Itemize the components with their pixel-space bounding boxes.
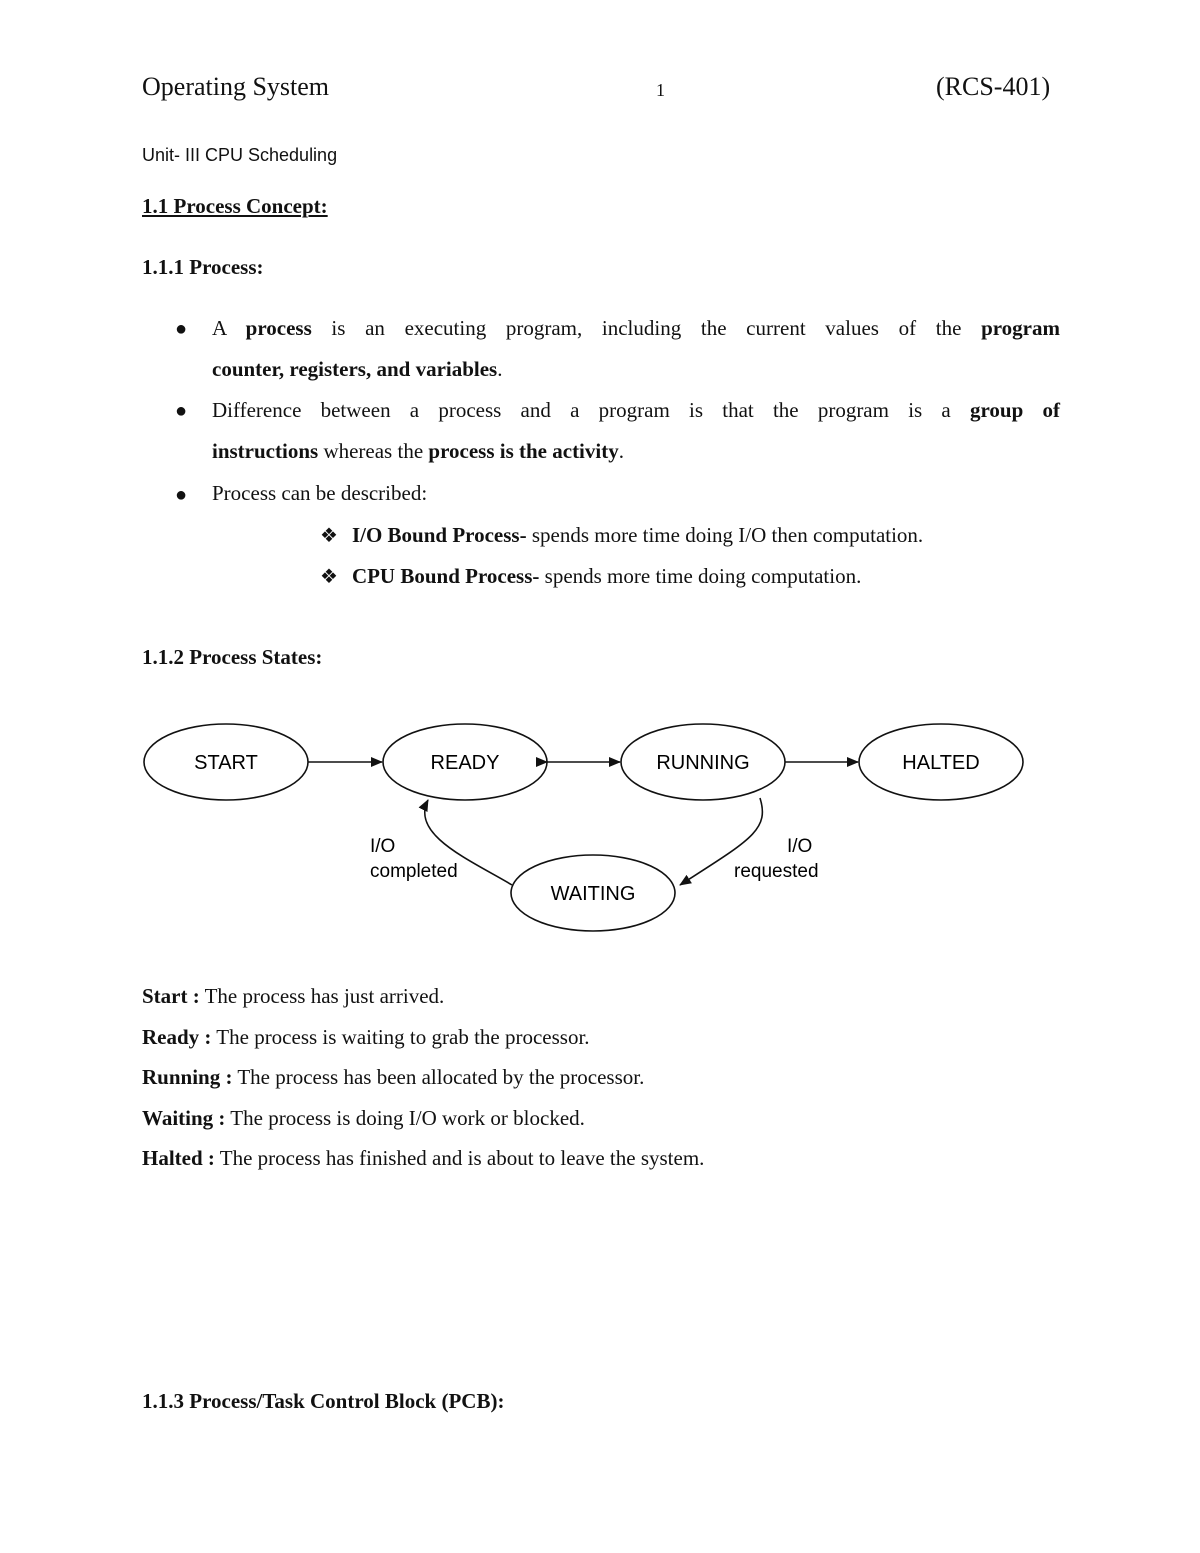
text-run: is an executing program, including the current values of the — [311, 316, 982, 340]
text-run: . — [618, 439, 624, 463]
page-number: 1 — [656, 80, 665, 100]
bold-term: process is the activity — [428, 439, 619, 463]
bold-term: group of — [969, 398, 1060, 422]
diamond-bullet-icon: ❖ — [320, 564, 338, 588]
bold-term: I/O Bound Process- — [351, 523, 527, 547]
text-run: Process can be described: — [212, 481, 428, 505]
state-halted-label: HALTED — [902, 752, 980, 774]
section-1-1-heading: 1.1 Process Concept: — [142, 194, 328, 218]
definition-label: Waiting : — [142, 1105, 226, 1130]
header-right: (RCS-401) — [936, 72, 1051, 101]
section-1-1-2-heading: 1.1.2 Process States: — [142, 645, 323, 669]
bullet-icon: ● — [175, 318, 188, 340]
diamond-bullet-icon: ❖ — [320, 523, 338, 547]
io-completed-label-1: I/O — [370, 836, 396, 857]
state-running-label: RUNNING — [656, 752, 750, 774]
definition-ready — [142, 1017, 704, 1058]
section-1-1-3-heading: 1.1.3 Process/Task Control Block (PCB): — [142, 1389, 505, 1413]
io-completed-label-2: completed — [370, 861, 458, 882]
definition-label: Ready : — [142, 1024, 212, 1049]
definition-text: The process is doing I/O work or blocked. — [225, 1105, 585, 1130]
definition-text: The process has just arrived. — [199, 984, 445, 1008]
bold-term: counter, registers, and variables — [212, 357, 498, 381]
definition-waiting — [142, 1098, 704, 1139]
bold-term: instructions — [212, 439, 319, 463]
text-run: spends more time doing computation. — [539, 564, 862, 588]
bullet-icon: ● — [175, 484, 188, 506]
definition-label: Halted : — [142, 1146, 215, 1170]
text-run: spends more time doing I/O then computation. — [526, 523, 924, 547]
definition-text: The process has finished and is about to leave the system. — [214, 1146, 705, 1170]
text-run: Difference between a process and a program is that the program is a — [212, 398, 970, 422]
definition-text: The process is waiting to grab the processor. — [211, 1024, 590, 1049]
text-run: whereas the — [318, 439, 429, 463]
state-start-label: START — [194, 752, 258, 774]
section-1-1-1-heading: 1.1.1 Process: — [142, 255, 264, 279]
unit-title: Unit- III CPU Scheduling — [142, 145, 338, 165]
definition-running — [142, 1057, 704, 1098]
bold-term: process — [245, 316, 312, 340]
definition-start — [142, 976, 704, 1017]
text-run: . — [497, 357, 503, 381]
bold-term: program — [981, 316, 1060, 340]
definition-label: Running : — [142, 1065, 233, 1089]
io-requested-label-2: requested — [734, 861, 819, 882]
definition-halted — [142, 1138, 704, 1179]
state-waiting-label: WAITING — [550, 883, 636, 905]
bullet-icon: ● — [175, 400, 188, 422]
text-run: A — [212, 316, 246, 340]
io-requested-label-1: I/O — [787, 836, 813, 857]
state-definitions — [142, 976, 704, 1179]
state-ready-label: READY — [430, 752, 500, 774]
definition-label: Start : — [142, 984, 200, 1008]
definition-text: The process has been allocated by the processor. — [232, 1065, 645, 1089]
header-left: Operating System — [142, 72, 330, 101]
bold-term: CPU Bound Process- — [351, 564, 540, 588]
